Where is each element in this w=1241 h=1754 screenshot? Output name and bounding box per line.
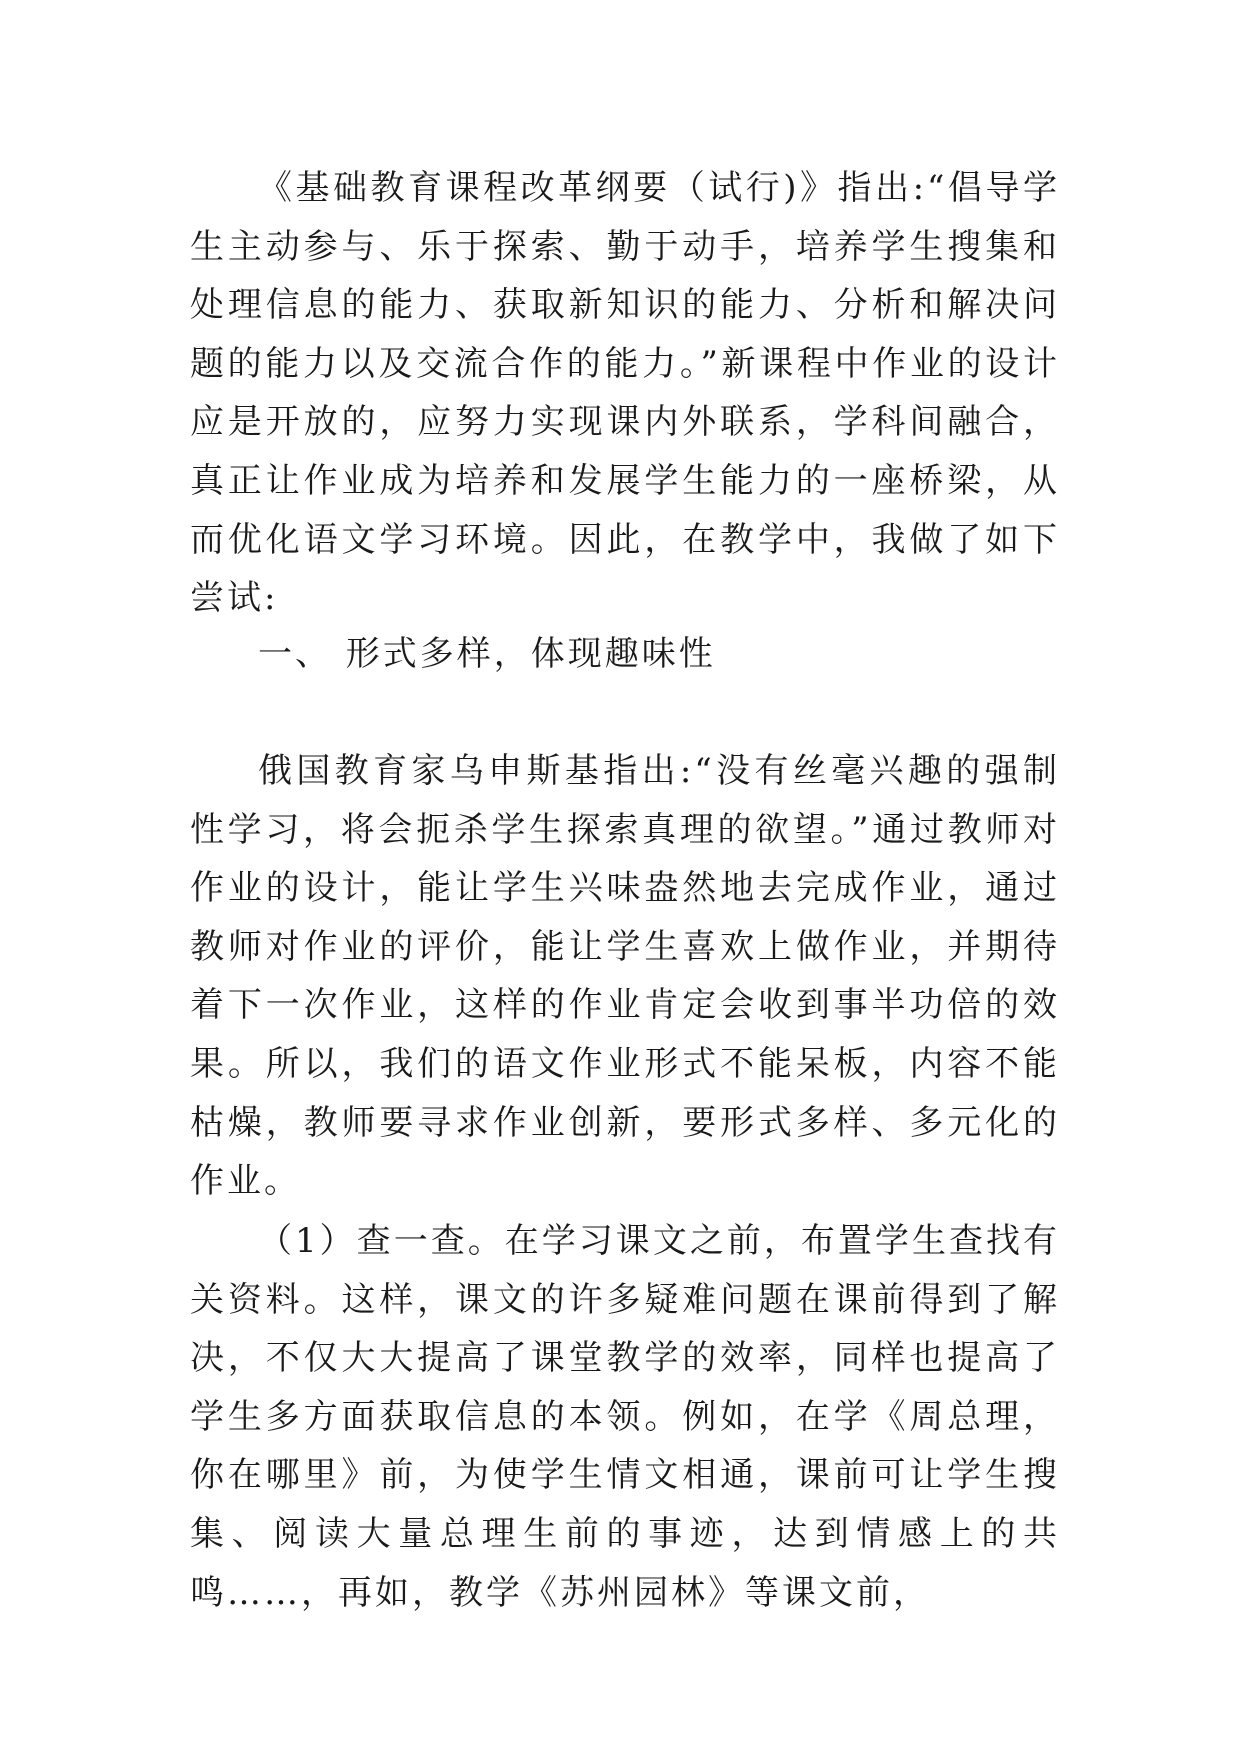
intro-paragraph: 《基础教育课程改革纲要（试行)》指出:“倡导学生主动参与、乐于探索、勤于动手，培养学生搜集和处理信息的能力、获取新知识的能力、分析和解决问题的能力以及交流合作的能力。”新课程中作业的设计应是开放的，应努力实现课内外联系，学科间融合，真正让作业成为培养和发展学生能力的一座桥梁，从而优化语文学习环境。因此，在教学中，我做了如下尝试: xyxy=(190,168,1060,619)
body-paragraph: （1）查一查。在学习课文之前，布置学生查找有关资料。这样，课文的许多疑难问题在课前得到了解决，不仅大大提高了课堂教学的效率，同样也提高了学生多方面获取信息的本领。例如，在学《周总理，你在哪里》前，为使学生情文相通，课前可让学生搜集、阅读大量总理生前的事迹，达到情感上的共鸣……，再如，教学《苏州园林》等课文前， xyxy=(190,1221,1060,1613)
body-paragraph: 俄国教育家乌申斯基指出:“没有丝毫兴趣的强制性学习，将会扼杀学生探索真理的欲望。”通过教师对作业的设计，能让学生兴味盎然地去完成作业，通过教师对作业的评价，能让学生喜欢上做作业，并期待着下一次作业，这样的作业肯定会收到事半功倍的效果。所以，我们的语文作业形式不能呆板，内容不能枯燥，教师要寻求作业创新，要形式多样、多元化的作业。 xyxy=(190,751,1060,1202)
section-heading: 一、 形式多样，体现趣味性 xyxy=(258,634,716,674)
